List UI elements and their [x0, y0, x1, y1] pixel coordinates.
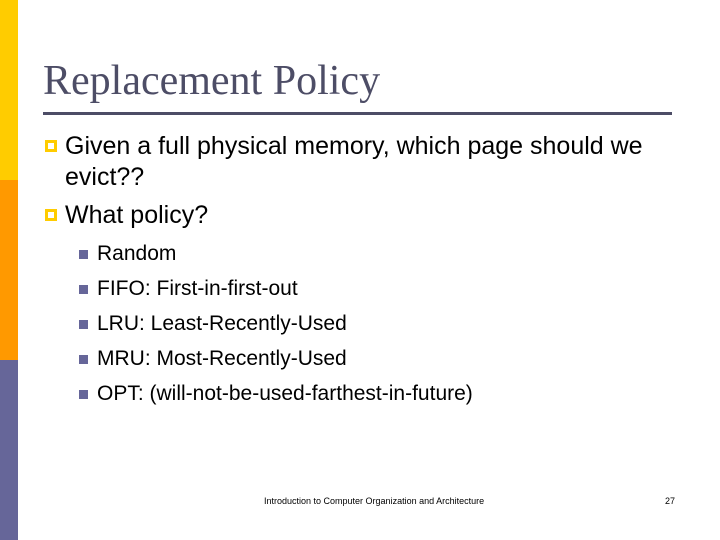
bullet-text: What policy? [65, 201, 209, 229]
side-bar-purple [0, 360, 18, 540]
bullet-item [43, 200, 683, 411]
footer-text: Introduction to Computer Organization and Architecture [264, 496, 485, 506]
slide-title: Replacement Policy [43, 58, 381, 104]
page-number: 27 [665, 496, 676, 506]
filled-square-bullet-icon [79, 250, 88, 259]
side-bar-yellow [0, 0, 18, 180]
sub-bullet-text: LRU: Least-Recently-Used [97, 312, 347, 335]
sub-bullet-item [77, 341, 683, 376]
sub-bullet-text: OPT: (will-not-be-used-farthest-in-future) [97, 382, 473, 405]
sub-bullet-item [77, 236, 683, 271]
sub-bullet-item [77, 271, 683, 306]
title-underline [43, 112, 672, 115]
side-bar-orange [0, 180, 18, 360]
filled-square-bullet-icon [79, 390, 88, 399]
bullet-item [43, 131, 683, 193]
bullet-list [43, 131, 683, 418]
sub-bullet-item [77, 376, 683, 411]
filled-square-bullet-icon [79, 355, 88, 364]
filled-square-bullet-icon [79, 285, 88, 294]
sub-bullet-text: MRU: Most-Recently-Used [97, 347, 347, 370]
hollow-square-bullet-icon [45, 209, 57, 221]
sub-bullet-item [77, 306, 683, 341]
filled-square-bullet-icon [79, 320, 88, 329]
bullet-text: Given a full physical memory, which page should we evict?? [65, 132, 643, 191]
hollow-square-bullet-icon [45, 140, 57, 152]
sub-bullet-text: FIFO: First-in-first-out [97, 277, 298, 300]
sub-bullet-text: Random [97, 242, 177, 265]
sub-bullet-list [65, 236, 683, 411]
